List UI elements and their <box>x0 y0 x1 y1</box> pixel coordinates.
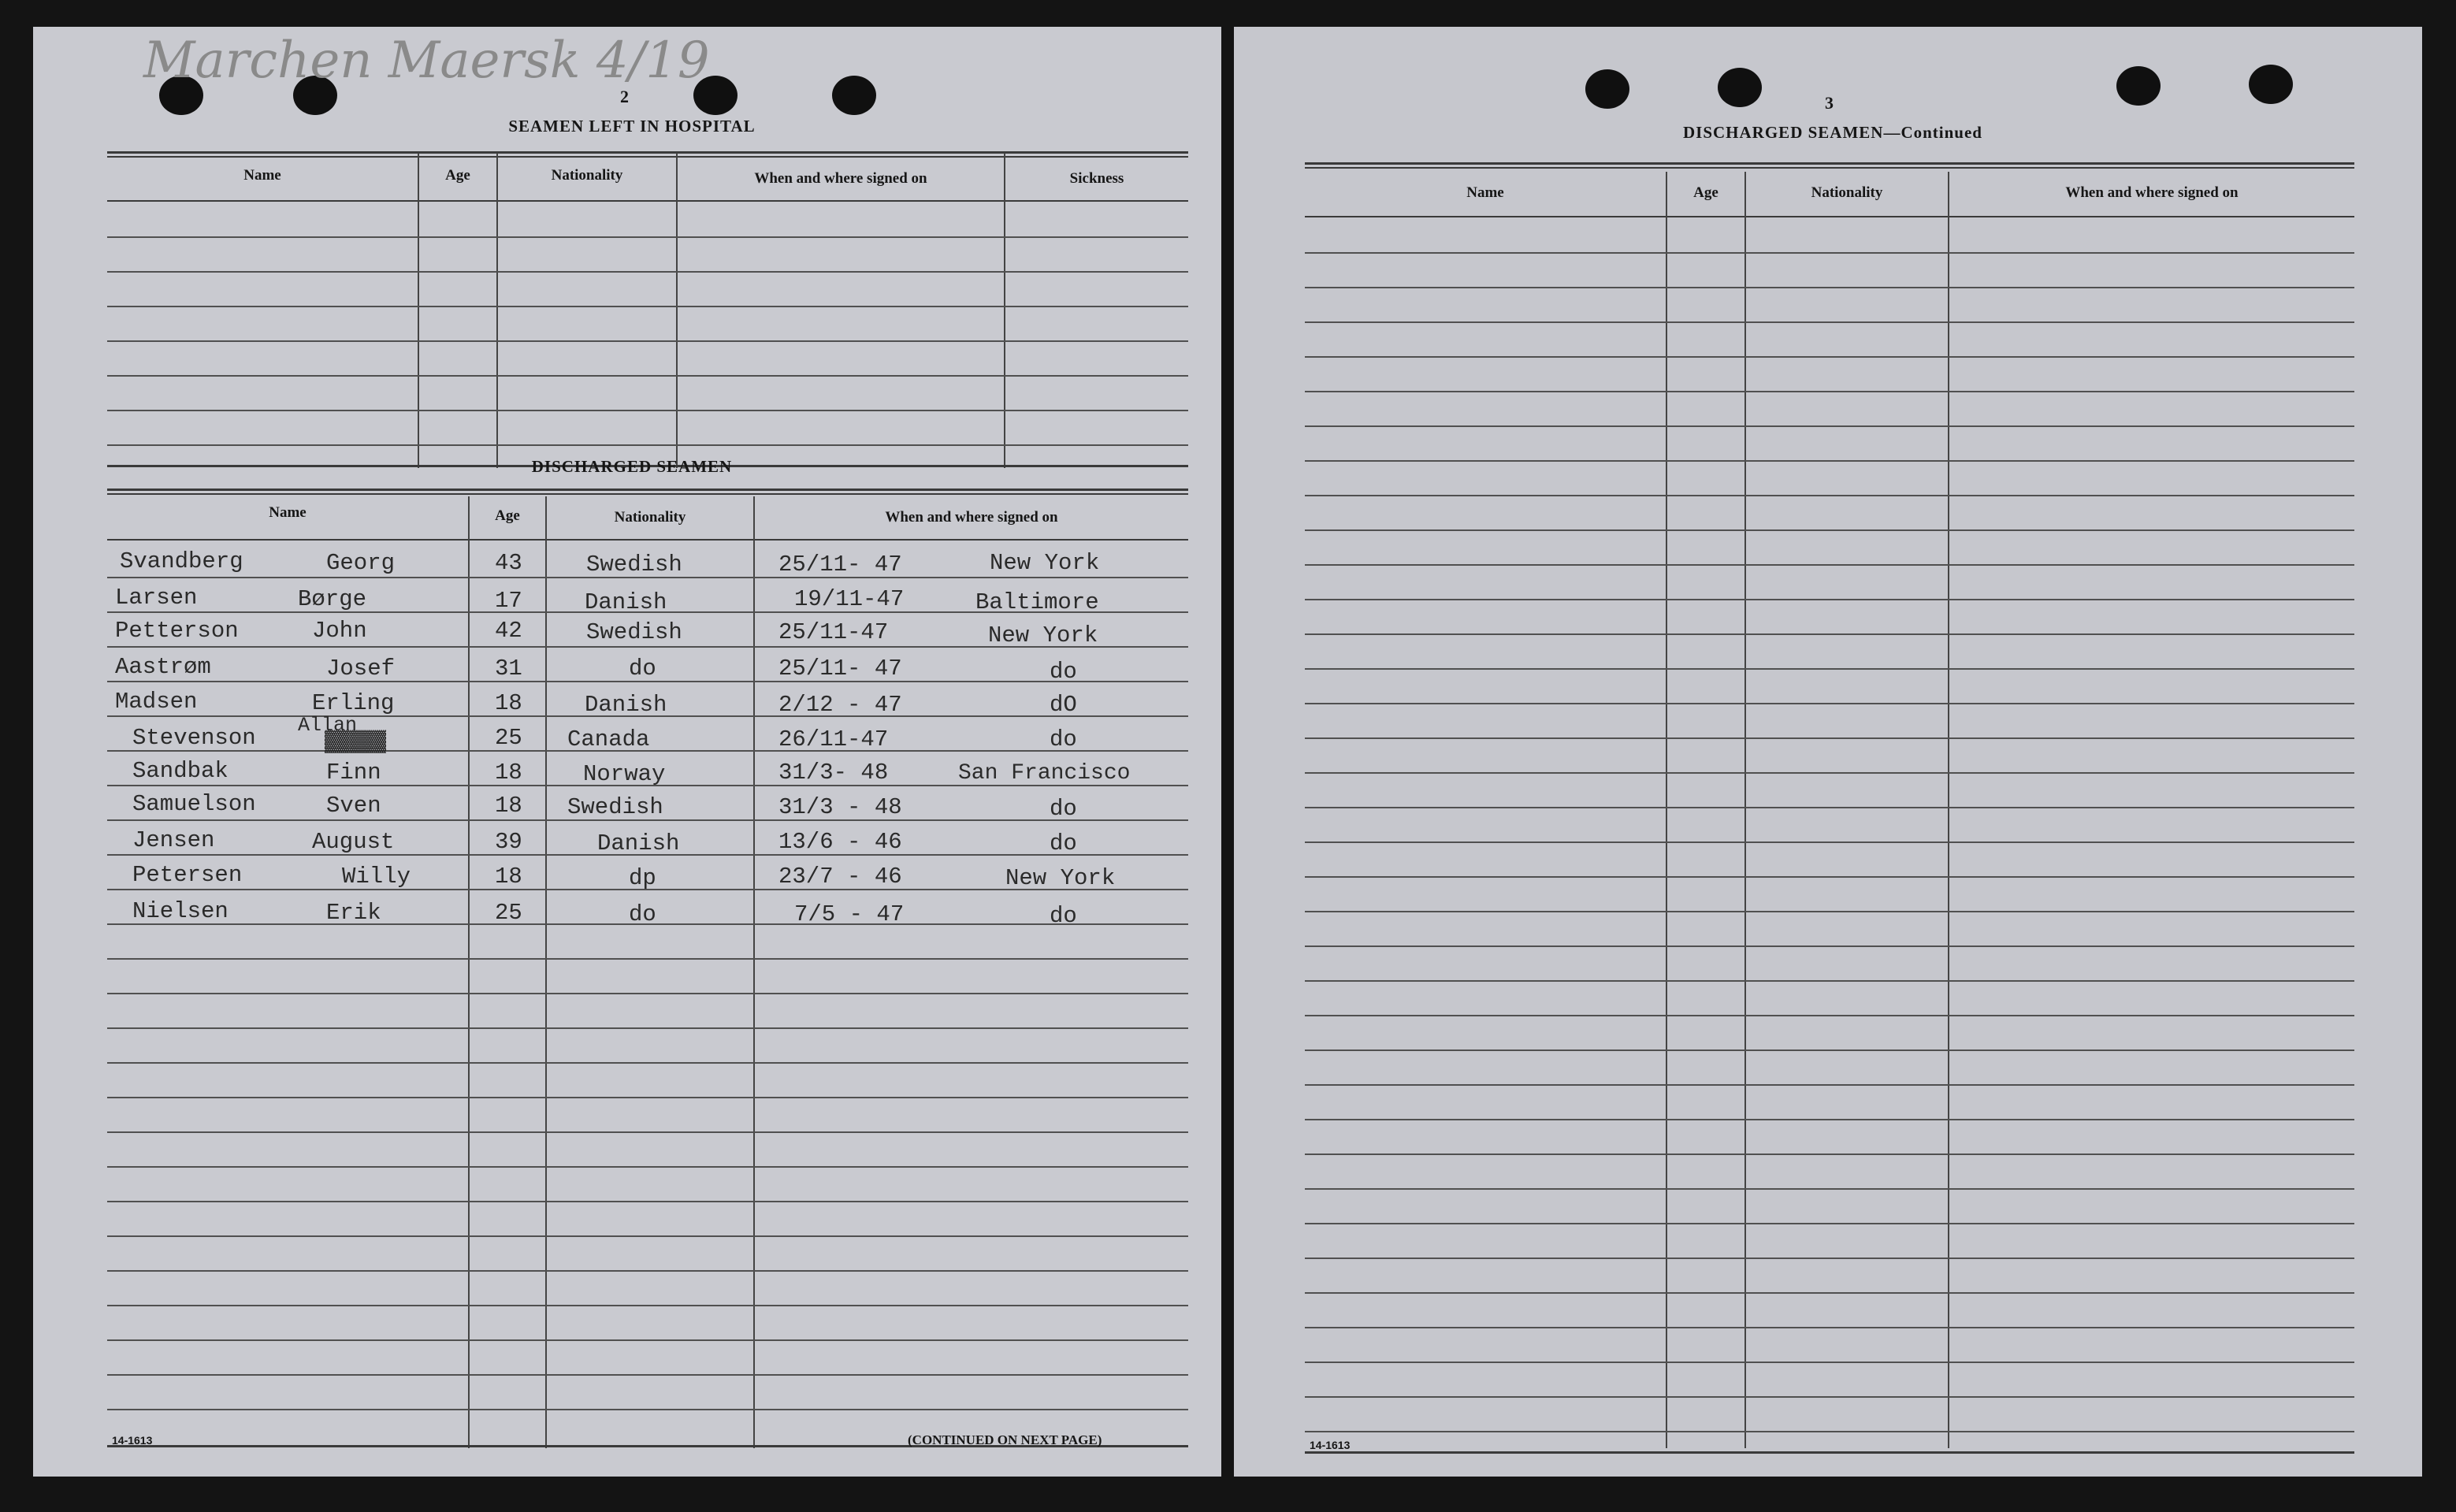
column-header-name: Name <box>1466 184 1504 201</box>
date-cell: 25/11- 47 <box>778 552 902 578</box>
column-header-sickness: Sickness <box>1069 170 1124 187</box>
given-name-cell: Erik <box>326 900 381 926</box>
surname-cell: Petersen <box>132 862 243 888</box>
column-header-nationality: Nationality <box>614 509 686 526</box>
nationality-cell: Swedish <box>567 794 663 820</box>
place-cell: do <box>1050 796 1077 822</box>
age-cell: 25 <box>495 725 522 751</box>
given-name-cell: Erling <box>312 690 395 716</box>
date-cell: 25/11-47 <box>778 619 889 645</box>
column-header-nationality: Nationality <box>551 167 623 184</box>
date-cell: 31/3 - 48 <box>778 794 902 820</box>
nationality-cell: Danish <box>585 692 667 718</box>
right-page <box>1234 27 2422 1477</box>
nationality-cell: Swedish <box>586 619 682 645</box>
column-header-name: Name <box>243 167 281 184</box>
struck-out-text: ▓▓▓▓▓ <box>325 730 387 753</box>
age-cell: 18 <box>495 690 522 716</box>
form-number: 14-1613 <box>112 1434 153 1447</box>
nationality-cell: Norway <box>583 761 666 787</box>
hospital-section-title: SEAMEN LEFT IN HOSPITAL <box>508 117 756 136</box>
place-cell: Baltimore <box>975 589 1099 615</box>
given-name-cell: Josef <box>326 656 396 682</box>
nationality-cell: Danish <box>597 830 680 856</box>
nationality-cell: Swedish <box>586 552 682 578</box>
age-cell: 17 <box>495 588 522 614</box>
place-cell: do <box>1050 830 1077 856</box>
date-cell: 26/11-47 <box>778 726 889 752</box>
surname-cell: Madsen <box>115 689 198 715</box>
age-cell: 18 <box>495 793 522 819</box>
place-cell: do <box>1050 659 1077 685</box>
column-header-age: Age <box>495 507 520 524</box>
surname-cell: Nielsen <box>132 898 229 924</box>
punch-hole <box>2249 65 2293 104</box>
surname-cell: Jensen <box>132 827 215 853</box>
date-cell: 25/11- 47 <box>778 656 902 682</box>
nationality-cell: dp <box>629 865 656 891</box>
nationality-cell: Danish <box>585 589 667 615</box>
surname-cell: Samuelson <box>132 791 256 817</box>
punch-hole <box>2116 66 2161 106</box>
surname-cell: Svandberg <box>120 548 243 574</box>
date-cell: 2/12 - 47 <box>778 692 902 718</box>
form-number: 14-1613 <box>1310 1439 1351 1451</box>
date-cell: 23/7 - 46 <box>778 864 902 890</box>
place-cell: do <box>1050 726 1077 752</box>
discharged-continued-title: DISCHARGED SEAMEN—Continued <box>1683 123 1982 142</box>
punch-hole <box>1585 69 1629 109</box>
punch-hole <box>832 76 876 115</box>
nationality-cell: do <box>629 901 656 927</box>
surname-cell: Sandbak <box>132 758 229 784</box>
handwritten-note: Marchen Maersk 4/19 <box>143 32 710 90</box>
date-cell: 13/6 - 46 <box>778 829 902 855</box>
given-name-cell: Willy <box>342 864 411 890</box>
surname-cell: Stevenson <box>132 725 256 751</box>
place-cell: New York <box>1005 865 1116 891</box>
age-cell: 42 <box>495 618 522 644</box>
column-header-age: Age <box>1693 184 1718 201</box>
place-cell: dO <box>1050 692 1077 718</box>
date-cell: 7/5 - 47 <box>794 901 905 927</box>
surname-cell: Petterson <box>115 618 239 644</box>
given-name-cell: Georg <box>326 550 396 576</box>
place-cell: New York <box>988 622 1098 648</box>
given-name-cell: Sven <box>326 793 381 819</box>
continued-note: (CONTINUED ON NEXT PAGE) <box>908 1432 1102 1447</box>
age-cell: 25 <box>495 900 522 926</box>
place-cell: do <box>1050 903 1077 929</box>
given-name-cell: Børge <box>298 586 367 612</box>
surname-cell: Aastrøm <box>115 654 211 680</box>
given-name-cell: Allan <box>298 714 358 737</box>
age-cell: 31 <box>495 656 522 682</box>
age-cell: 43 <box>495 550 522 576</box>
given-name-cell: Finn <box>326 760 381 786</box>
page-number: 3 <box>1825 93 1834 113</box>
column-header-name: Name <box>269 504 307 521</box>
age-cell: 18 <box>495 864 522 890</box>
column-header-signed-on: When and where signed on <box>2065 184 2239 201</box>
date-cell: 31/3- 48 <box>778 760 889 786</box>
column-header-nationality: Nationality <box>1811 184 1883 201</box>
date-cell: 19/11-47 <box>794 586 905 612</box>
discharged-section-title: DISCHARGED SEAMEN <box>531 457 733 476</box>
nationality-cell: do <box>629 656 656 682</box>
column-header-age: Age <box>445 167 470 184</box>
nationality-cell: Canada <box>567 726 650 752</box>
column-header-signed-on: When and where signed on <box>754 170 927 187</box>
place-cell: San Francisco <box>958 761 1131 786</box>
age-cell: 18 <box>495 760 522 786</box>
surname-cell: Larsen <box>115 585 198 611</box>
age-cell: 39 <box>495 829 522 855</box>
column-header-signed-on: When and where signed on <box>885 509 1058 526</box>
page-number: 2 <box>620 87 629 106</box>
place-cell: New York <box>990 550 1100 576</box>
given-name-cell: John <box>312 618 367 644</box>
given-name-cell: August <box>312 829 395 855</box>
left-page <box>33 27 1221 1477</box>
punch-hole <box>1718 68 1762 107</box>
